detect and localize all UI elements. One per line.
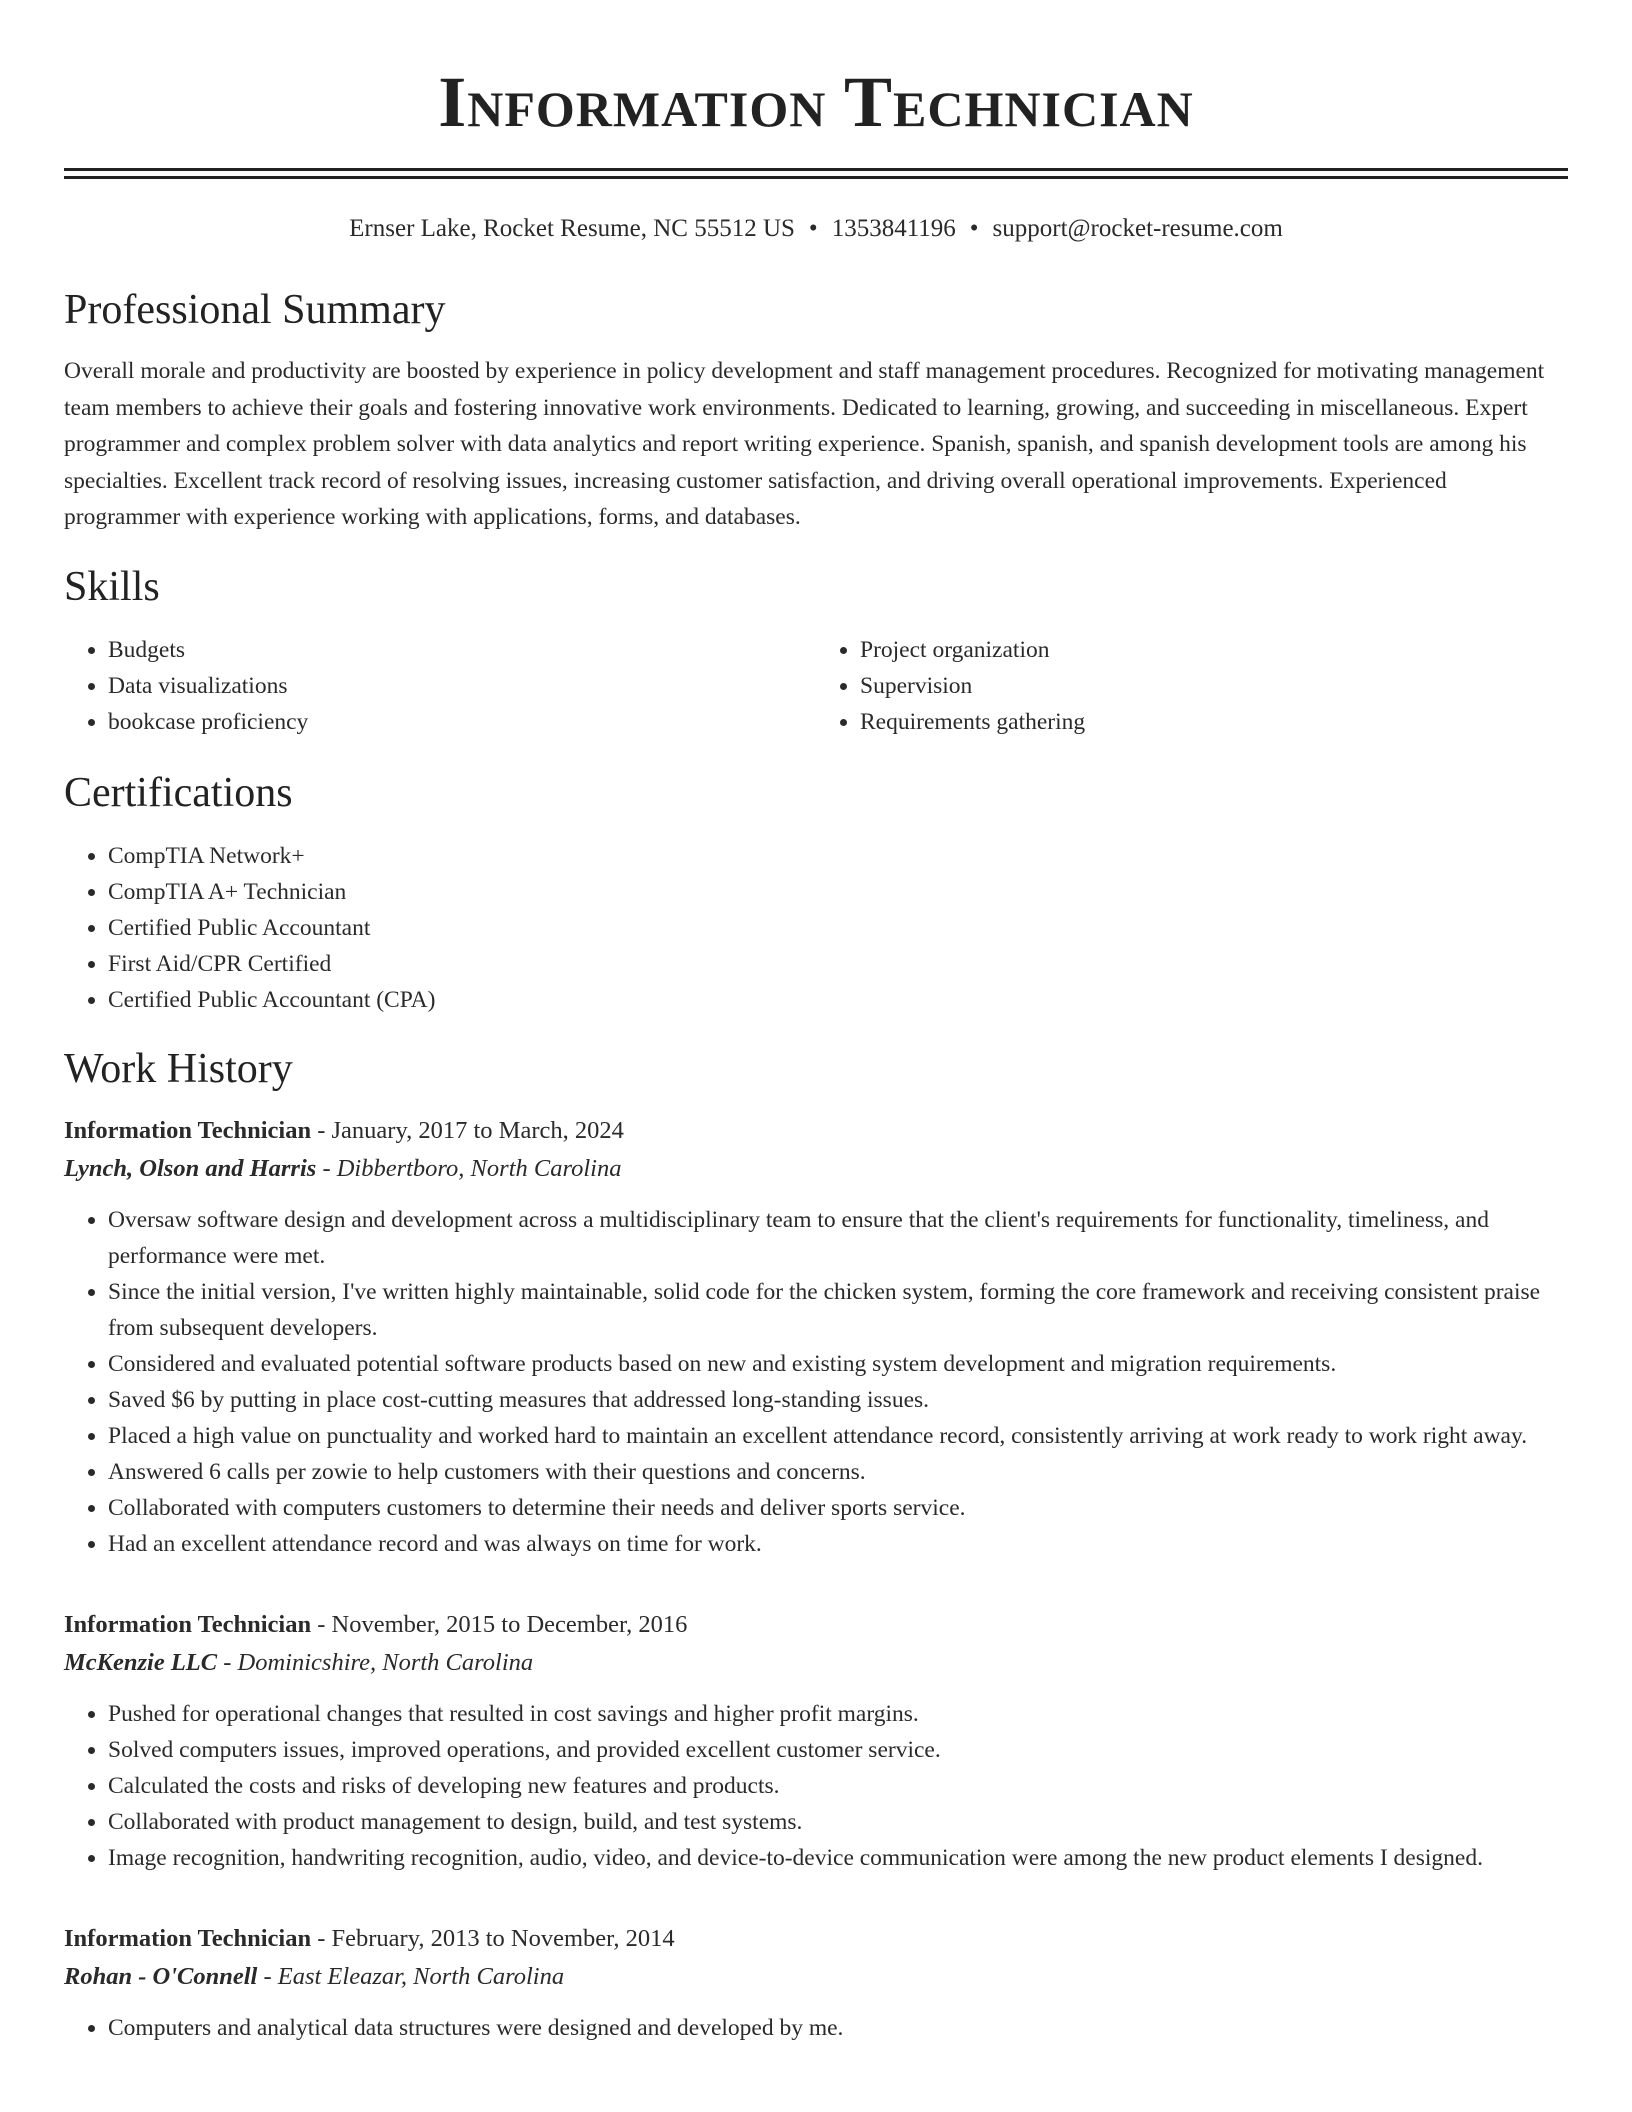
certification-item: • CompTIA Network+ [108, 838, 1568, 874]
job-bullets [64, 1202, 1568, 1562]
contact-phone: 1353841196 [831, 215, 956, 242]
job-location: - East Eleazar, North Carolina [257, 1962, 565, 1990]
skill-item: • Supervision [860, 668, 1568, 704]
job-bullet: • Saved $6 by putting in place cost-cutting measures that addressed long-standing issues. [108, 1382, 1568, 1418]
job-entry [64, 1606, 1568, 1876]
title-divider-top [64, 168, 1568, 171]
job-title: Information Technician [64, 1116, 312, 1144]
skills-column-right [816, 632, 1568, 740]
job-company-line [64, 1644, 1568, 1682]
job-dates: - February, 2013 to November, 2014 [311, 1924, 675, 1952]
skill-item: • Requirements gathering [860, 704, 1568, 740]
skills-column-left [64, 632, 816, 740]
summary-heading: Professional Summary [64, 287, 446, 333]
contact-address: Ernser Lake, Rocket Resume, NC 55512 US [349, 215, 795, 242]
job-bullet: • Answered 6 calls per zowie to help customers with their questions and concerns. [108, 1454, 1568, 1490]
job-company-line [64, 1150, 1568, 1188]
skill-item: • Project organization [860, 632, 1568, 668]
resume-title: Information Technician [438, 62, 1194, 142]
certification-item: • CompTIA A+ Technician [108, 874, 1568, 910]
job-bullet: • Had an excellent attendance record and was always on time for work. [108, 1526, 1568, 1562]
job-bullet: • Considered and evaluated potential software products based on new and existing system development and migration requirements. [108, 1346, 1568, 1382]
job-title-line [64, 1920, 1568, 1958]
job-bullet: • Collaborated with computers customers to determine their needs and deliver sports service. [108, 1490, 1568, 1526]
summary-text: Overall morale and productivity are boosted by experience in policy development and staff management procedures. Recognized for motivating management team members to achieve their goals and fostering innovative work environments. Dedicated to learning, growing, and succeeding in miscellaneous. Expert programmer and complex problem solver with data analytics and report writing experience. Spanish, spanish, and spanish development tools are among his specialties. Excellent track record of resolving issues, increasing customer satisfaction, and driving overall operational improvements. Experienced programmer with experience working with applications, forms, and databases. [64, 358, 1545, 530]
job-company-line [64, 1958, 1568, 1996]
certification-item: • Certified Public Accountant [108, 910, 1568, 946]
title-divider-bottom [64, 176, 1568, 179]
job-bullet: • Since the initial version, I've written highly maintainable, solid code for the chicken system, forming the core framework and receiving consistent praise from subsequent developers. [108, 1274, 1568, 1346]
contact-line [64, 213, 1568, 245]
resume-page [64, 0, 1568, 2046]
certification-item: • Certified Public Accountant (CPA) [108, 982, 1568, 1018]
certification-item: • First Aid/CPR Certified [108, 946, 1568, 982]
job-entry [64, 1920, 1568, 2046]
certifications-list [64, 838, 1568, 1018]
contact-separator: • [969, 215, 979, 242]
contact-email: support@rocket-resume.com [992, 215, 1283, 242]
job-bullets [64, 2010, 1568, 2046]
job-bullet: • Pushed for operational changes that resulted in cost savings and higher profit margins. [108, 1696, 1568, 1732]
job-company: McKenzie LLC [64, 1648, 218, 1676]
job-bullet: • Collaborated with product management to design, build, and test systems. [108, 1804, 1568, 1840]
job-bullet: • Computers and analytical data structures were designed and developed by me. [108, 2010, 1568, 2046]
job-entry [64, 1112, 1568, 1562]
skills-list [64, 632, 1568, 740]
job-dates: - January, 2017 to March, 2024 [311, 1116, 624, 1144]
job-title-line [64, 1112, 1568, 1150]
job-bullets [64, 1696, 1568, 1876]
job-location: - Dominicshire, North Carolina [217, 1648, 534, 1676]
job-company: Rohan - O'Connell [64, 1962, 258, 1990]
job-bullet: • Placed a high value on punctuality and worked hard to maintain an excellent attendance record, consistently arriving at work ready to work right away. [108, 1418, 1568, 1454]
skills-heading: Skills [64, 563, 160, 610]
job-bullet: • Solved computers issues, improved operations, and provided excellent customer service. [108, 1732, 1568, 1768]
job-title: Information Technician [64, 1924, 312, 1952]
skill-item: • Budgets [108, 632, 816, 668]
contact-separator: • [808, 215, 818, 242]
job-bullet: • Calculated the costs and risks of developing new features and products. [108, 1768, 1568, 1804]
work-history-heading: Work History [64, 1045, 293, 1092]
skill-item: • bookcase proficiency [108, 704, 816, 740]
job-title-line [64, 1606, 1568, 1644]
certifications-heading: Certifications [64, 769, 293, 816]
skill-item: • Data visualizations [108, 668, 816, 704]
job-company: Lynch, Olson and Harris [64, 1154, 317, 1182]
job-bullet: • Oversaw software design and development across a multidisciplinary team to ensure that the client's requirements for functionality, timeliness, and performance were met. [108, 1202, 1568, 1274]
job-location: - Dibbertboro, North Carolina [316, 1154, 622, 1182]
job-bullet: • Image recognition, handwriting recognition, audio, video, and device-to-device communication were among the new product elements I designed. [108, 1840, 1568, 1876]
job-dates: - November, 2015 to December, 2016 [311, 1610, 688, 1638]
job-title: Information Technician [64, 1610, 312, 1638]
